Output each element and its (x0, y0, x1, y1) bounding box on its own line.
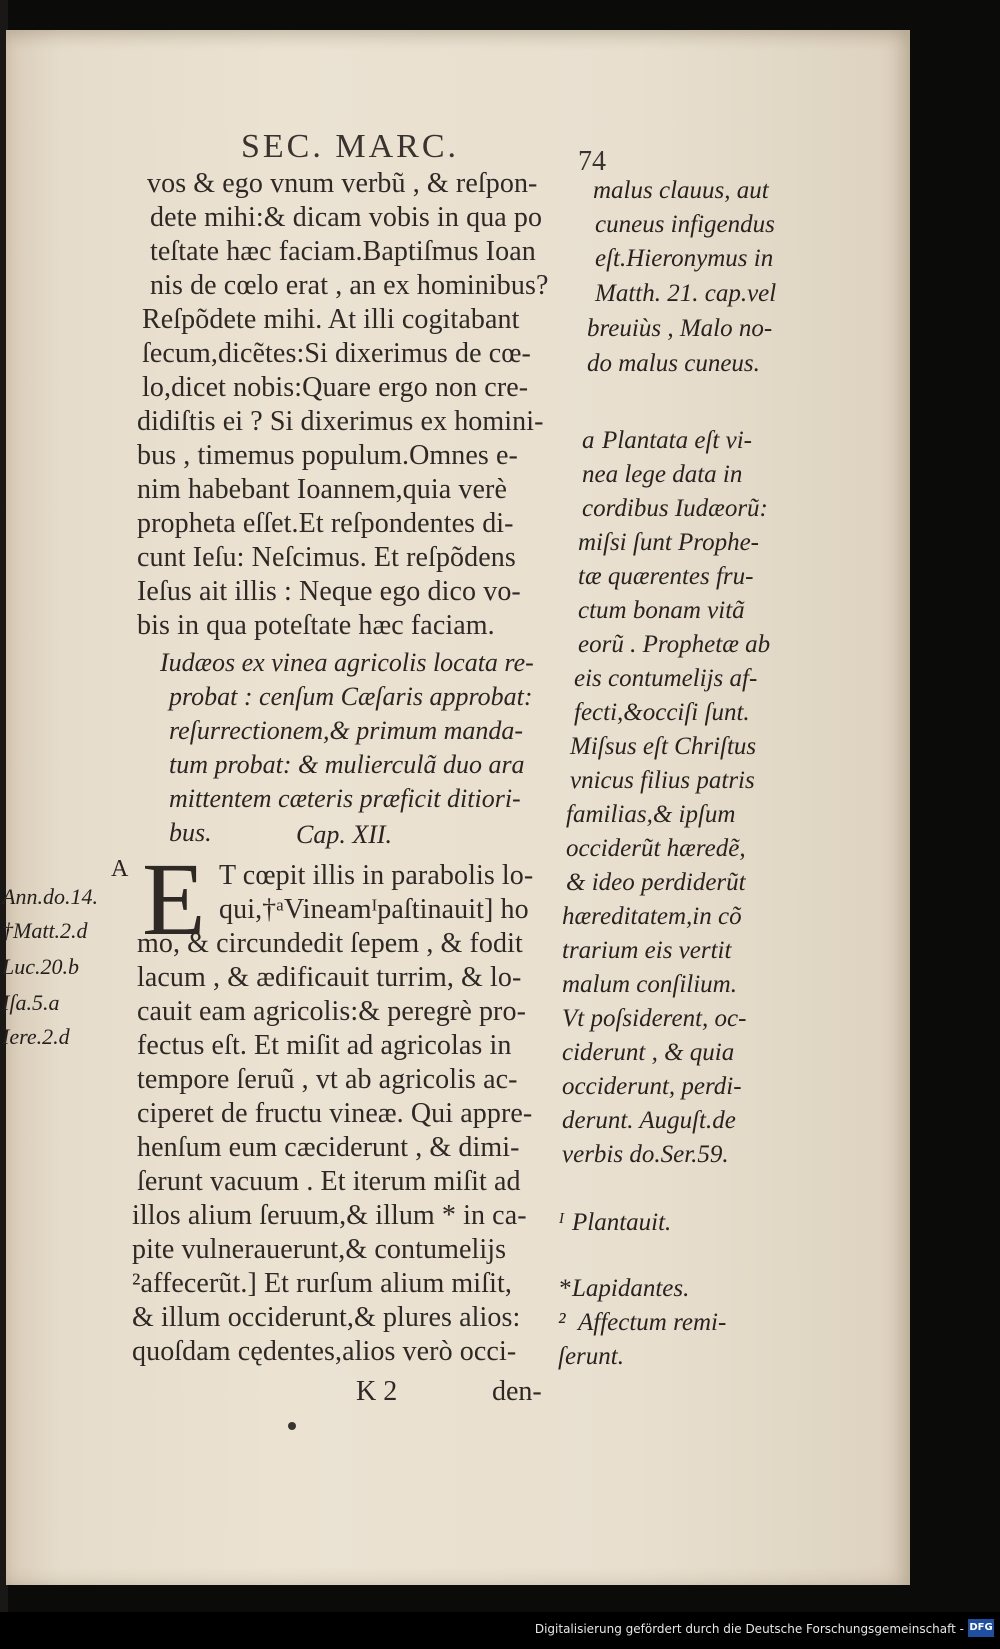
catchword: den- (492, 1376, 542, 1407)
text-line: tempore ſeruũ , vt ab agricolis ac- (137, 1064, 518, 1095)
side-note-line: cuneus infigendus (595, 211, 775, 238)
text-line: & illum occiderunt,& plures alios: (132, 1302, 521, 1333)
side-note-line: ctum bonam vitã (578, 597, 745, 624)
text-line: ciperet de fructu vineæ. Qui appre- (137, 1098, 533, 1129)
text-line: dete mihi:& dicam vobis in qua po (150, 202, 543, 233)
footnote-marker: ᴵ (558, 1209, 565, 1236)
margin-ref: Iere.2.d (2, 1024, 70, 1049)
summary-line: probat : cenſum Cæſaris approbat: (169, 682, 533, 711)
margin-ref: †Matt.2.d (2, 918, 88, 943)
text-line: ſecum,dicẽtes:Si dixerimus de cœ- (142, 338, 531, 369)
side-note-line: miſsi ſunt Prophe- (578, 529, 760, 556)
side-note-line: hæreditatem,in cõ (562, 903, 742, 930)
text-line: cauit eam agricolis:& peregrè pro- (137, 996, 527, 1027)
text-line: T cœpit illis in parabolis lo- (219, 860, 534, 891)
side-note-line: do malus cuneus. (587, 350, 760, 377)
margin-ref: Luc.20.b (2, 954, 79, 979)
digitization-footer (0, 1612, 1000, 1649)
side-note-line: breuiùs , Malo no- (587, 315, 773, 342)
side-note-line: nea lege data in (582, 461, 743, 488)
text-line: qui,†ᵃVineamᴵpaſtinauit] ho (219, 894, 529, 925)
side-note-line: tæ quærentes fru- (578, 563, 754, 590)
ink-dot (288, 1422, 296, 1430)
summary-line: tum probat: & mulierculã duo ara (169, 750, 525, 779)
page-number: 74 (578, 146, 606, 177)
section-marker: A (111, 856, 129, 882)
text-line: nim habebant Ioannem,quia verè (137, 474, 507, 505)
text-line: cunt Ieſu: Neſcimus. Et reſpõdens (137, 542, 516, 573)
text-line: propheta eſſet.Et reſpondentes di- (137, 508, 514, 539)
text-line: teſtate hæc faciam.Baptiſmus Ioan (150, 236, 536, 267)
chapter-heading: Cap. XII. (296, 820, 393, 849)
side-note-line: verbis do.Ser.59. (562, 1141, 729, 1168)
text-line: bis in qua poteſtate hæc faciam. (137, 610, 495, 641)
side-note-line: occiderunt, perdi- (562, 1073, 742, 1100)
side-note-line: Plantata eſt vi- (602, 427, 752, 454)
text-line: Ieſus ait illis : Neque ego dico vo- (137, 576, 521, 607)
text-line: bus , timemus populum.Omnes e- (137, 440, 518, 471)
dfg-logo: DFG (968, 1619, 994, 1637)
text-line: illos alium ſeruum,& illum * in ca- (132, 1200, 527, 1231)
book-page (6, 30, 910, 1585)
footnote-text: Affectum remi- (578, 1309, 727, 1336)
side-note-line: Vt poſsiderent, oc- (562, 1005, 747, 1032)
footnote-text: Plantauit. (572, 1209, 672, 1236)
side-note-line: derunt. Auguſt.de (562, 1107, 736, 1134)
text-line: lacum , & ædificauit turrim, & lo- (137, 962, 522, 993)
side-note-line: eis contumelijs af- (574, 665, 758, 692)
side-note-line: eorũ . Prophetæ ab (578, 631, 771, 658)
margin-ref: Ann.do.14. (2, 884, 98, 909)
side-note-line: vnicus filius patris (570, 767, 755, 794)
text-line: fectus eſt. Et miſit ad agricolas in (137, 1030, 512, 1061)
signature-mark: K 2 (356, 1376, 398, 1407)
footnote-marker: ² (558, 1309, 566, 1336)
footer-credit: Digitalisierung gefördert durch die Deutsche Forschungsgemeinschaft - (534, 1622, 964, 1636)
text-line: lo,dicet nobis:Quare ergo non cre- (142, 372, 529, 403)
text-line: mo, & circundedit ſepem , & fodit (137, 928, 523, 959)
side-note-line: malum conſilium. (562, 971, 737, 998)
text-line: ²affecerũt.] Et rurſum alium miſit, (132, 1268, 512, 1299)
summary-line: reſurrectionem,& primum manda- (169, 716, 524, 745)
text-line: ſerunt vacuum . Et iterum miſit ad (137, 1166, 521, 1197)
side-note-line: Matth. 21. cap.vel (595, 280, 777, 307)
running-title: SEC. MARC. (241, 128, 459, 165)
text-line: quoſdam cędentes,alios verò occi- (132, 1336, 517, 1367)
side-note-line: familias,& ipſum (566, 801, 736, 828)
text-line: henſum eum cæciderunt , & dimi- (137, 1132, 520, 1163)
summary-line: bus. (169, 818, 212, 847)
drop-initial: E (142, 842, 206, 957)
text-line: nis de cœlo erat , an ex hominibus? (150, 270, 549, 301)
side-note-line: & ideo perdiderũt (566, 869, 746, 896)
side-note-line: fecti,&occiſi ſunt. (574, 699, 750, 726)
side-note-line: occiderũt hæredẽ, (566, 835, 746, 862)
summary-line: mittentem cæteris præficit ditiori- (169, 784, 521, 813)
summary-line: Iudæos ex vinea agricolis locata re- (160, 648, 534, 677)
side-note-line: ciderunt , & quia (562, 1039, 735, 1066)
side-note-line: trarium eis vertit (562, 937, 732, 964)
text-line: Reſpõdete mihi. At illi cogitabant (142, 304, 520, 335)
text-line: vos & ego vnum verbũ , & reſpon- (147, 168, 538, 199)
footnote-text: Lapidantes. (572, 1275, 690, 1302)
footnote-text: ſerunt. (558, 1343, 624, 1370)
text-line: pite vulnerauerunt,& contumelijs (132, 1234, 507, 1265)
side-note-line: malus clauus, aut (593, 177, 769, 204)
margin-ref: Iſa.5.a (2, 990, 60, 1015)
text-line: didiſtis ei ? Si dixerimus ex homini- (137, 406, 544, 437)
note-marker: a (582, 427, 595, 454)
side-note-line: Miſsus eſt Chriſtus (570, 733, 757, 760)
side-note-line: eſt.Hieronymus in (595, 245, 774, 272)
footnote-marker: * (558, 1275, 571, 1302)
side-note-line: cordibus Iudæorũ: (582, 495, 768, 522)
